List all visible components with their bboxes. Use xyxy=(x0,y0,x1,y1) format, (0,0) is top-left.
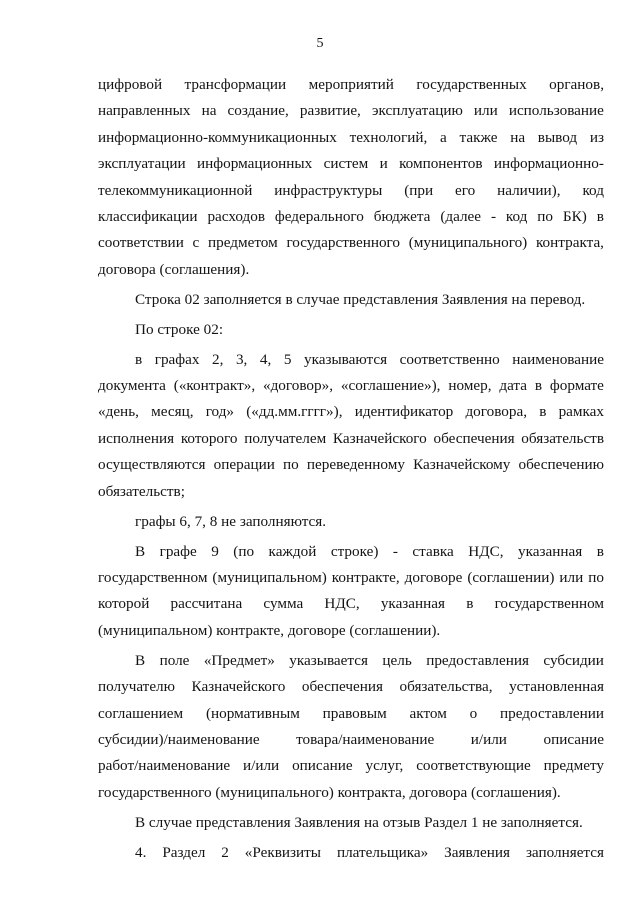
word: или xyxy=(559,569,584,586)
text-line xyxy=(98,287,604,313)
word: «Предмет» xyxy=(203,651,275,669)
word: и xyxy=(379,155,388,173)
word: обязательства, xyxy=(399,678,493,696)
word: соответствии xyxy=(98,234,184,252)
word: или xyxy=(473,102,498,120)
text-line xyxy=(98,753,604,779)
word: формате xyxy=(549,377,604,395)
text-line xyxy=(98,426,604,452)
word: указанная xyxy=(380,595,446,613)
word: технологий, xyxy=(349,128,428,146)
word: в xyxy=(539,403,547,421)
word: БК) xyxy=(562,207,587,225)
word: информационно-коммуникационных xyxy=(98,128,337,146)
word: «соглашение»), xyxy=(340,377,441,395)
word: описание xyxy=(543,730,604,748)
word: (муниципальном) xyxy=(212,569,327,586)
word: «Реквизиты xyxy=(244,843,321,861)
word: а xyxy=(440,128,447,146)
text-line xyxy=(98,151,604,177)
word: 4. xyxy=(135,843,147,861)
word: получателем xyxy=(244,429,327,447)
text-line xyxy=(98,727,604,753)
text-line xyxy=(98,565,604,591)
word: графах xyxy=(154,350,200,368)
word: Казначейскому xyxy=(413,456,511,474)
word: дата xyxy=(499,377,527,395)
word: соответствующие xyxy=(416,757,531,775)
word: обеспечения xyxy=(433,429,515,447)
text-line xyxy=(98,72,604,98)
text-line xyxy=(98,98,604,124)
word: по xyxy=(537,207,554,225)
text-line xyxy=(98,373,604,399)
word: из xyxy=(589,128,604,146)
word: мероприятий xyxy=(308,76,394,93)
word: Казначейского xyxy=(332,429,427,447)
word: в xyxy=(135,350,143,368)
text-line-content: (муниципальном) контракте, договоре (соглашении). xyxy=(98,621,441,639)
word: каждой xyxy=(268,542,317,560)
word: поле xyxy=(159,651,190,669)
word: эксплуатацию xyxy=(371,102,463,120)
word: направленных xyxy=(98,102,191,120)
word: государственном xyxy=(494,595,604,613)
document-body xyxy=(98,72,604,866)
word: получателю xyxy=(98,678,175,696)
text-line xyxy=(98,509,604,535)
text-line xyxy=(98,674,604,700)
page-number: 5 xyxy=(316,36,324,51)
word: Казначейского xyxy=(191,678,286,696)
word: «договор», xyxy=(262,377,333,395)
word: предоставления xyxy=(426,651,529,669)
word: телекоммуникационной xyxy=(98,181,253,199)
word: расходов xyxy=(207,207,265,225)
word: - xyxy=(490,207,496,225)
word: исполнения xyxy=(98,429,175,447)
word: соглашением xyxy=(98,704,184,722)
word: и/или xyxy=(470,730,507,748)
word: (муниципального) xyxy=(408,234,528,252)
word: наличии), xyxy=(497,181,561,199)
text-line xyxy=(98,399,604,425)
word: работ/наименование xyxy=(98,757,231,775)
word: операции xyxy=(213,456,275,474)
word: плательщика» xyxy=(336,843,429,861)
text-line xyxy=(98,230,604,256)
text-line-content: графы 6, 7, 8 не заполняются. xyxy=(135,512,327,530)
word: в xyxy=(466,595,474,613)
word: которого xyxy=(180,429,238,447)
word: описание xyxy=(292,757,353,775)
word: НДС, xyxy=(324,595,360,613)
text-line-content: Строка 02 заполняется в случае представления Заявления на перевод. xyxy=(135,290,586,308)
text-line xyxy=(98,125,604,151)
word: (нормативным xyxy=(205,704,300,722)
text-line xyxy=(98,591,604,617)
word: идентификатор xyxy=(354,403,454,421)
text-line-content: По строке 02: xyxy=(135,320,224,338)
word: развитие, xyxy=(299,102,361,120)
word: 9 xyxy=(211,542,219,560)
text-line xyxy=(98,840,604,866)
word: 5 xyxy=(283,350,292,368)
word: год» xyxy=(205,403,235,421)
word: инфраструктуры xyxy=(274,181,383,199)
word: указанная xyxy=(518,542,583,560)
word: в xyxy=(534,377,543,395)
word: по xyxy=(283,456,299,474)
word: контракте, xyxy=(331,569,400,586)
word: 2 xyxy=(221,843,229,861)
word: государственном xyxy=(98,569,208,586)
word: обеспечению xyxy=(518,456,604,474)
word: эксплуатации xyxy=(98,155,186,173)
word: трансформации xyxy=(184,76,287,93)
text-line-content: государственного (муниципального) контракта, договора (соглашения). xyxy=(98,783,561,801)
text-line xyxy=(98,618,604,644)
word: бюджета xyxy=(373,207,431,225)
word: 4, xyxy=(259,350,272,368)
word: на xyxy=(510,128,526,146)
text-line xyxy=(98,479,604,505)
text-line xyxy=(98,178,604,204)
word: наименование xyxy=(512,350,604,368)
word: товара/наименование xyxy=(296,730,435,748)
word: компонентов xyxy=(399,155,483,173)
word: также xyxy=(459,128,498,146)
word: договоре xyxy=(404,569,463,586)
text-line xyxy=(98,452,604,478)
text-line-content: В случае представления Заявления на отзыв Раздел 1 не заполняется. xyxy=(135,813,583,831)
word: (при xyxy=(404,181,434,199)
word: государственных xyxy=(416,76,527,93)
word: которой xyxy=(98,595,150,613)
word: обязательств xyxy=(521,429,604,447)
text-line xyxy=(98,204,604,230)
word: (далее xyxy=(440,207,482,225)
word: систем xyxy=(323,155,369,173)
word: В xyxy=(135,542,146,560)
word: (соглашении) xyxy=(467,569,555,586)
word: - xyxy=(392,542,398,560)
word: код xyxy=(582,181,604,199)
word: предмету xyxy=(543,757,604,775)
text-line xyxy=(98,648,604,674)
word: органов, xyxy=(549,76,604,93)
word: использование xyxy=(508,102,604,120)
word: рамках xyxy=(558,403,604,421)
word: документа xyxy=(98,377,166,395)
word: на xyxy=(201,102,217,120)
word: правовым xyxy=(322,704,387,722)
text-line xyxy=(98,539,604,565)
word: («дд.мм.гггг»), xyxy=(246,403,343,421)
text-line xyxy=(98,347,604,373)
word: графе xyxy=(159,542,197,560)
word: переведенному xyxy=(306,456,405,474)
word: по xyxy=(588,569,604,586)
word: о xyxy=(469,704,478,722)
word: вывод xyxy=(537,128,578,146)
word: услуг, xyxy=(365,757,404,775)
word: ставка xyxy=(412,542,454,560)
word: создание, xyxy=(227,102,289,120)
word: Раздел xyxy=(162,843,206,861)
word: строке) xyxy=(330,542,379,560)
word: субсидии)/наименование xyxy=(98,730,260,748)
word: предоставлении xyxy=(500,704,604,722)
word: 3, xyxy=(235,350,248,368)
word: в xyxy=(596,542,604,560)
word: 2, xyxy=(212,350,224,368)
word: В xyxy=(135,651,146,669)
word: (по xyxy=(233,542,255,560)
text-line xyxy=(98,780,604,806)
word: его xyxy=(455,181,476,199)
word: номер, xyxy=(448,377,492,395)
word: предметом xyxy=(208,234,278,252)
word: осуществляются xyxy=(98,456,206,474)
word: классификации xyxy=(98,207,198,225)
word: Заявления xyxy=(444,843,510,861)
word: с xyxy=(192,234,200,252)
word: цель xyxy=(382,651,412,669)
text-line xyxy=(98,317,604,343)
word: договора, xyxy=(465,403,528,421)
word: актом xyxy=(409,704,447,722)
word: информационно- xyxy=(493,155,604,173)
word: и/или xyxy=(242,757,280,775)
word: код xyxy=(505,207,528,225)
word: федерального xyxy=(274,207,364,225)
word: государственного xyxy=(286,234,400,252)
word: в xyxy=(596,207,604,225)
word: сумма xyxy=(263,595,304,613)
word: субсидии xyxy=(543,651,604,669)
word: НДС, xyxy=(468,542,504,560)
word: контракта, xyxy=(535,234,604,252)
word: («контракт», xyxy=(173,377,256,395)
word: указывается xyxy=(289,651,368,669)
word: рассчитана xyxy=(170,595,243,613)
text-line-content: обязательств; xyxy=(98,482,185,500)
word: информационных xyxy=(197,155,313,173)
word: цифровой xyxy=(98,76,163,93)
word: обеспечения xyxy=(301,678,383,696)
word: «день, xyxy=(98,403,139,421)
word: месяц, xyxy=(151,403,194,421)
word: указываются xyxy=(303,350,388,368)
word: установленная xyxy=(509,678,604,696)
text-line xyxy=(98,810,604,836)
text-line xyxy=(98,701,604,727)
text-line xyxy=(98,257,604,283)
text-line-content: договора (соглашения). xyxy=(98,260,250,278)
word: соответственно xyxy=(399,350,500,368)
word: заполняется xyxy=(525,843,604,861)
